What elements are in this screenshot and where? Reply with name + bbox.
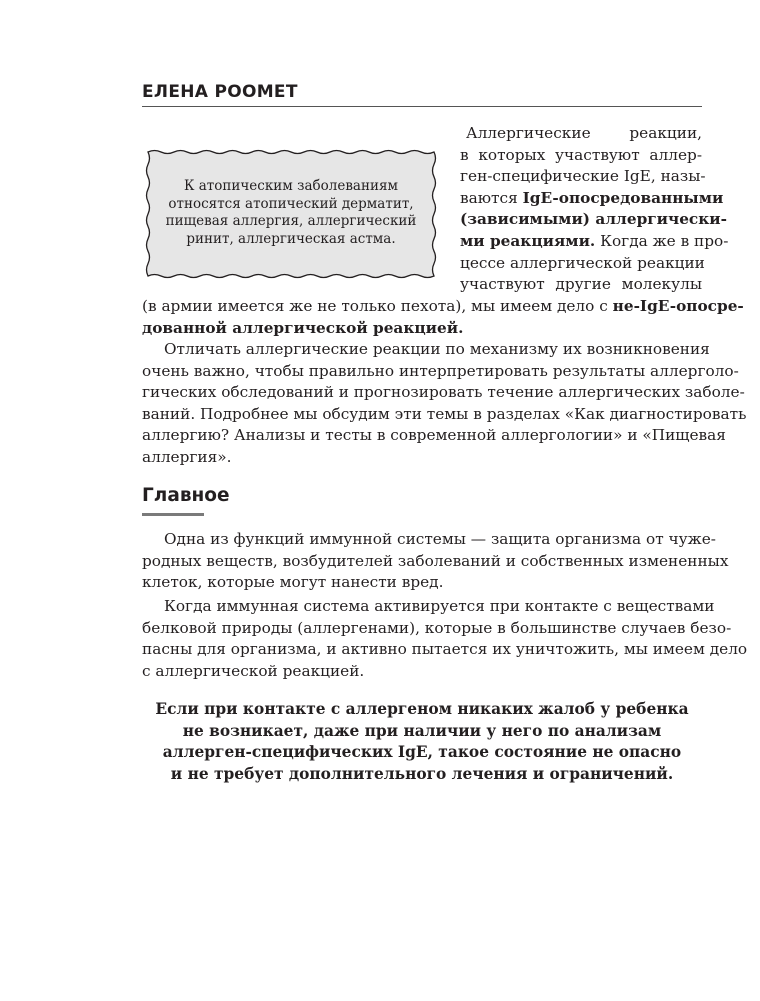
text-line: участвуют другие молекулы [460, 275, 702, 294]
key-conclusion [142, 699, 702, 785]
text-run: (в армии имеется же не только пехота), мы имеем дело с [142, 297, 613, 315]
conclusion-line: аллерген-специфических IgE, такое состояние не опасно [162, 743, 682, 762]
paragraph-mechanism [142, 339, 747, 469]
text-line [460, 231, 729, 253]
text-line: Аллергические реакции, [466, 124, 702, 142]
sidebar-line: К атопическим заболеваниям [184, 178, 398, 194]
bold-term: дованной аллергической реакцией. [142, 318, 464, 337]
text-line: белковой природы (аллергенами), которые в большинстве случаев безо- [142, 618, 732, 637]
text-line: аллергию? Анализы и тесты в современной аллергологии» и «Пищевая [142, 426, 726, 445]
text-line: клеток, которые могут нанести вред. [142, 573, 444, 592]
sidebar-line: ринит, аллергическая астма. [186, 230, 396, 247]
section-paragraph-2 [142, 596, 748, 682]
bold-term: (зависимыми) аллергически- [460, 210, 727, 229]
sidebar-line: относятся атопический дерматит, [168, 195, 414, 212]
text-line: Одна из функций иммунной системы — защита организма от чуже- [164, 530, 716, 548]
text-line [142, 296, 744, 318]
author-name: ЕЛЕНА РООМЕТ [142, 82, 298, 102]
text-line: с аллергической реакцией. [142, 661, 365, 680]
text-line: Отличать аллергические реакции по механизму их возникновения [164, 340, 710, 358]
text-line: аллергия». [142, 447, 232, 466]
intro-paragraph-right [142, 123, 729, 296]
text-line: цессе аллергической реакции [460, 253, 705, 272]
sidebar-line: пищевая аллергия, аллергический [165, 213, 417, 229]
intro-paragraph-full [142, 296, 744, 339]
text-line [460, 209, 727, 231]
text-line [142, 318, 702, 340]
section-heading: Главное [142, 485, 230, 506]
conclusion-line: не возникает, даже при наличии у него по анализам [182, 721, 662, 740]
bold-term: не-IgE-опосре- [612, 297, 744, 315]
text-line: очень важно, чтобы правильно интерпретировать результаты аллерголо- [142, 361, 739, 380]
text-line: пасны для организма, и активно пытается их уничтожить, мы имеем дело [142, 640, 748, 659]
text-run: ваются [460, 188, 523, 207]
bold-term: IgE-опосредованными [522, 188, 724, 207]
section-paragraph-1 [142, 529, 729, 594]
text-line: в которых участвуют аллер- [460, 145, 702, 164]
text-line: родных веществ, возбудителей заболеваний и собственных измененных [142, 551, 729, 570]
text-run: Когда же в про- [595, 231, 729, 250]
running-header [142, 82, 702, 102]
heading-underline [142, 513, 204, 516]
text-line: ваний. Подробнее мы обсудим эти темы в разделах «Как диагностировать [142, 404, 747, 423]
bold-term: ми реакциями. [460, 231, 596, 250]
text-line [460, 188, 724, 210]
text-line: Когда иммунная система активируется при контакте с веществами [164, 597, 715, 615]
text-line: ген-специфические IgE, назы- [460, 167, 706, 186]
header-rule [142, 106, 702, 107]
conclusion-line: Если при контакте с аллергеном никаких жалоб у ребенка [155, 700, 689, 718]
text-line: гических обследований и прогнозировать течение аллергических заболе- [142, 383, 745, 402]
conclusion-line: и не требует дополнительного лечения и ограничений. [170, 764, 674, 783]
